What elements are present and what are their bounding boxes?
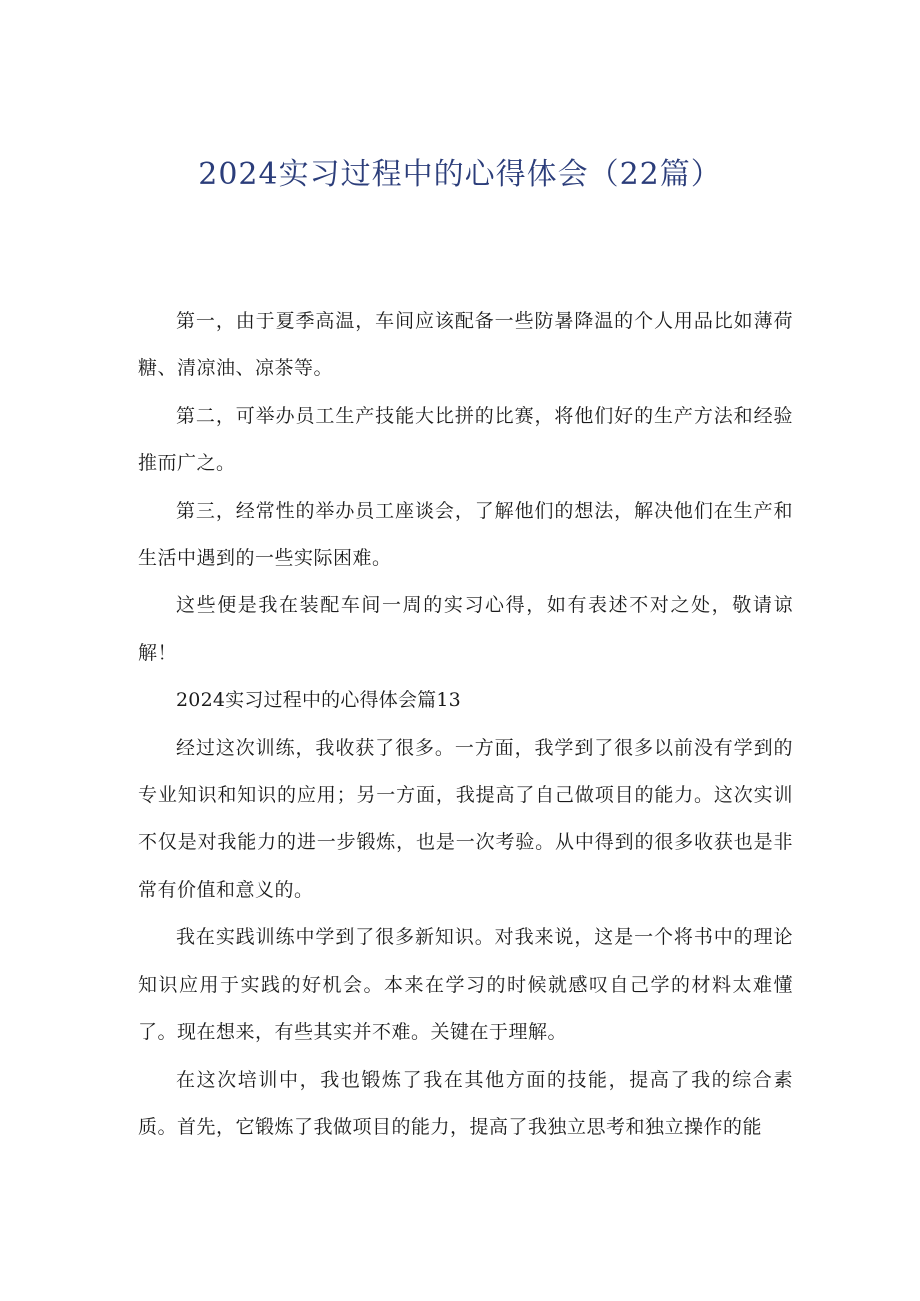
paragraph-4: 这些便是我在装配车间一周的实习心得，如有表述不对之处，敬请谅解！ (138, 594, 793, 664)
section-heading: 2024实习过程中的心得体会篇13 (176, 689, 461, 712)
section-paragraph-2: 我在实践训练中学到了很多新知识。对我来说，这是一个将书中的理论知识应用于实践的好机会。本来在学习的时候就感叹自己学的材料太难懂了。现在想来，有些其实并不难。关键在于理解。 (138, 926, 793, 1044)
section-paragraph-1: 经过这次训练，我收获了很多。一方面，我学到了很多以前没有学到的专业知识和知识的应用；另一方面，我提高了自己做项目的能力。这次实训不仅是对我能力的进一步锻炼，也是一次考验。从中得到的很多收获也是非常有价值和意义的。 (138, 736, 793, 901)
paragraph-1: 第一，由于夏季高温，车间应该配备一些防暑降温的个人用品比如薄荷糖、清凉油、凉茶等。 (138, 310, 793, 380)
document-body (138, 298, 793, 1151)
document-title: 2024实习过程中的心得体会（22篇） (198, 157, 722, 192)
paragraph-2: 第二，可举办员工生产技能大比拼的比赛，将他们好的生产方法和经验推而广之。 (138, 404, 793, 475)
paragraph-3: 第三，经常性的举办员工座谈会，了解他们的想法，解决他们在生产和生活中遇到的一些实际困难。 (138, 499, 793, 570)
section-paragraph-3: 在这次培训中，我也锻炼了我在其他方面的技能，提高了我的综合素质。首先，它锻炼了我做项目的能力，提高了我独立思考和独立操作的能 (138, 1068, 793, 1138)
